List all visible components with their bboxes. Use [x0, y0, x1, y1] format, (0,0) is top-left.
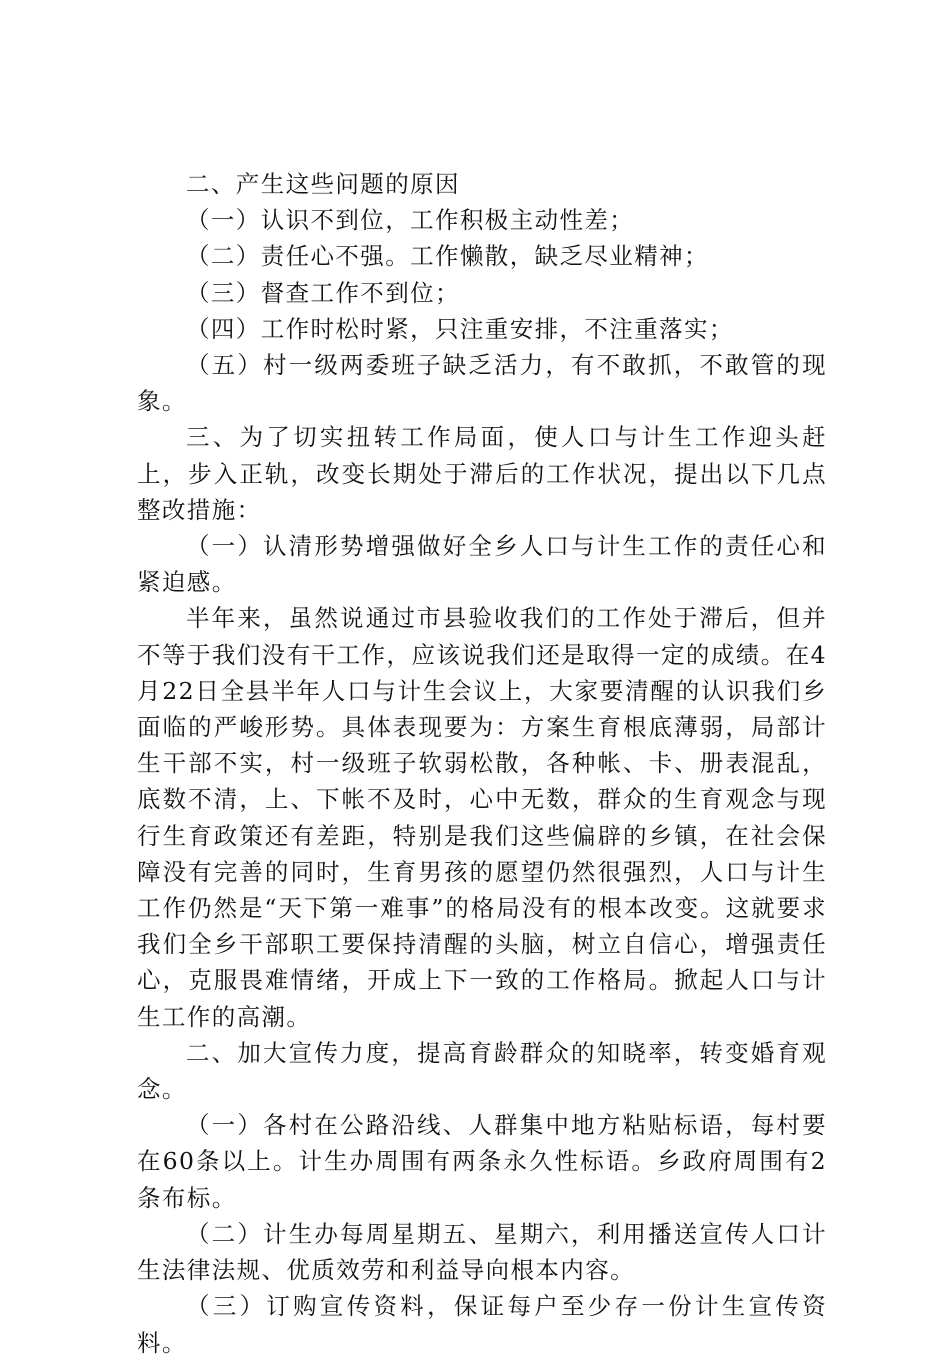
paragraph-publicity-1: （一）各村在公路沿线、人群集中地方粘贴标语，每村要在60条以上。计生办周围有两条永久性标语。乡政府周围有2条布标。	[137, 1111, 827, 1212]
paragraph-cause-3: （三）督查工作不到位；	[186, 278, 460, 307]
paragraph-measure-1: （一）认清形势增强做好全乡人口与计生工作的责任心和紧迫感。	[137, 532, 827, 597]
paragraph-heading-publicity: 二、加大宣传力度，提高育龄群众的知晓率，转变婚育观念。	[137, 1038, 827, 1104]
paragraph-half-year-review: 半年来，虽然说通过市县验收我们的工作处于滞后，但并不等于我们没有干工作，应该说我们还是取得一定的成绩。在4月22日全县半年人口与计生会议上，大家要清醒的认识我们乡面临的严峻形势。具体表现要为：方案生育根底薄弱，局部计生干部不实，村一级班子软弱松散，各种帐、卡、册表混乱，底数不清，上、下帐不及时，心中无数，群众的生育观念与现行生育政策还有差距，特别是我们这些偏辟的乡镇，在社会保障没有完善的同时，生育男孩的愿望仍然很强烈，人口与计生工作仍然是“天下第一难事”的格局没有的根本改变。这就要求我们全乡干部职工要保持清醒的头脑，树立自信心，增强责任心，克服畏难情绪，开成上下一致的工作格局。掀起人口与计生工作的高潮。	[137, 604, 827, 1031]
paragraph-heading-measures: 三、为了切实扭转工作局面，使人口与计生工作迎头赶上，步入正轨，改变长期处于滞后的工作状况，提出以下几点整改措施：	[137, 423, 827, 524]
paragraph-cause-5: （五）村一级两委班子缺乏活力，有不敢抓，不敢管的现象。	[137, 351, 827, 416]
paragraph-cause-1: （一）认识不到位，工作积极主动性差；	[186, 206, 635, 235]
paragraph-cause-2: （二）责任心不强。工作懒散，缺乏尽业精神；	[186, 242, 709, 271]
paragraph-cause-4: （四）工作时松时紧，只注重安排，不注重落实；	[186, 314, 734, 343]
paragraph-publicity-2: （二）计生办每周星期五、星期六，利用播送宣传人口计生法律法规、优质效劳和利益导向根本内容。	[137, 1219, 827, 1285]
paragraph-publicity-3: （三）订购宣传资料，保证每户至少存一份计生宣传资料。	[137, 1292, 827, 1357]
paragraph-heading-causes: 二、产生这些问题的原因	[186, 170, 460, 198]
document-body	[137, 166, 827, 1361]
